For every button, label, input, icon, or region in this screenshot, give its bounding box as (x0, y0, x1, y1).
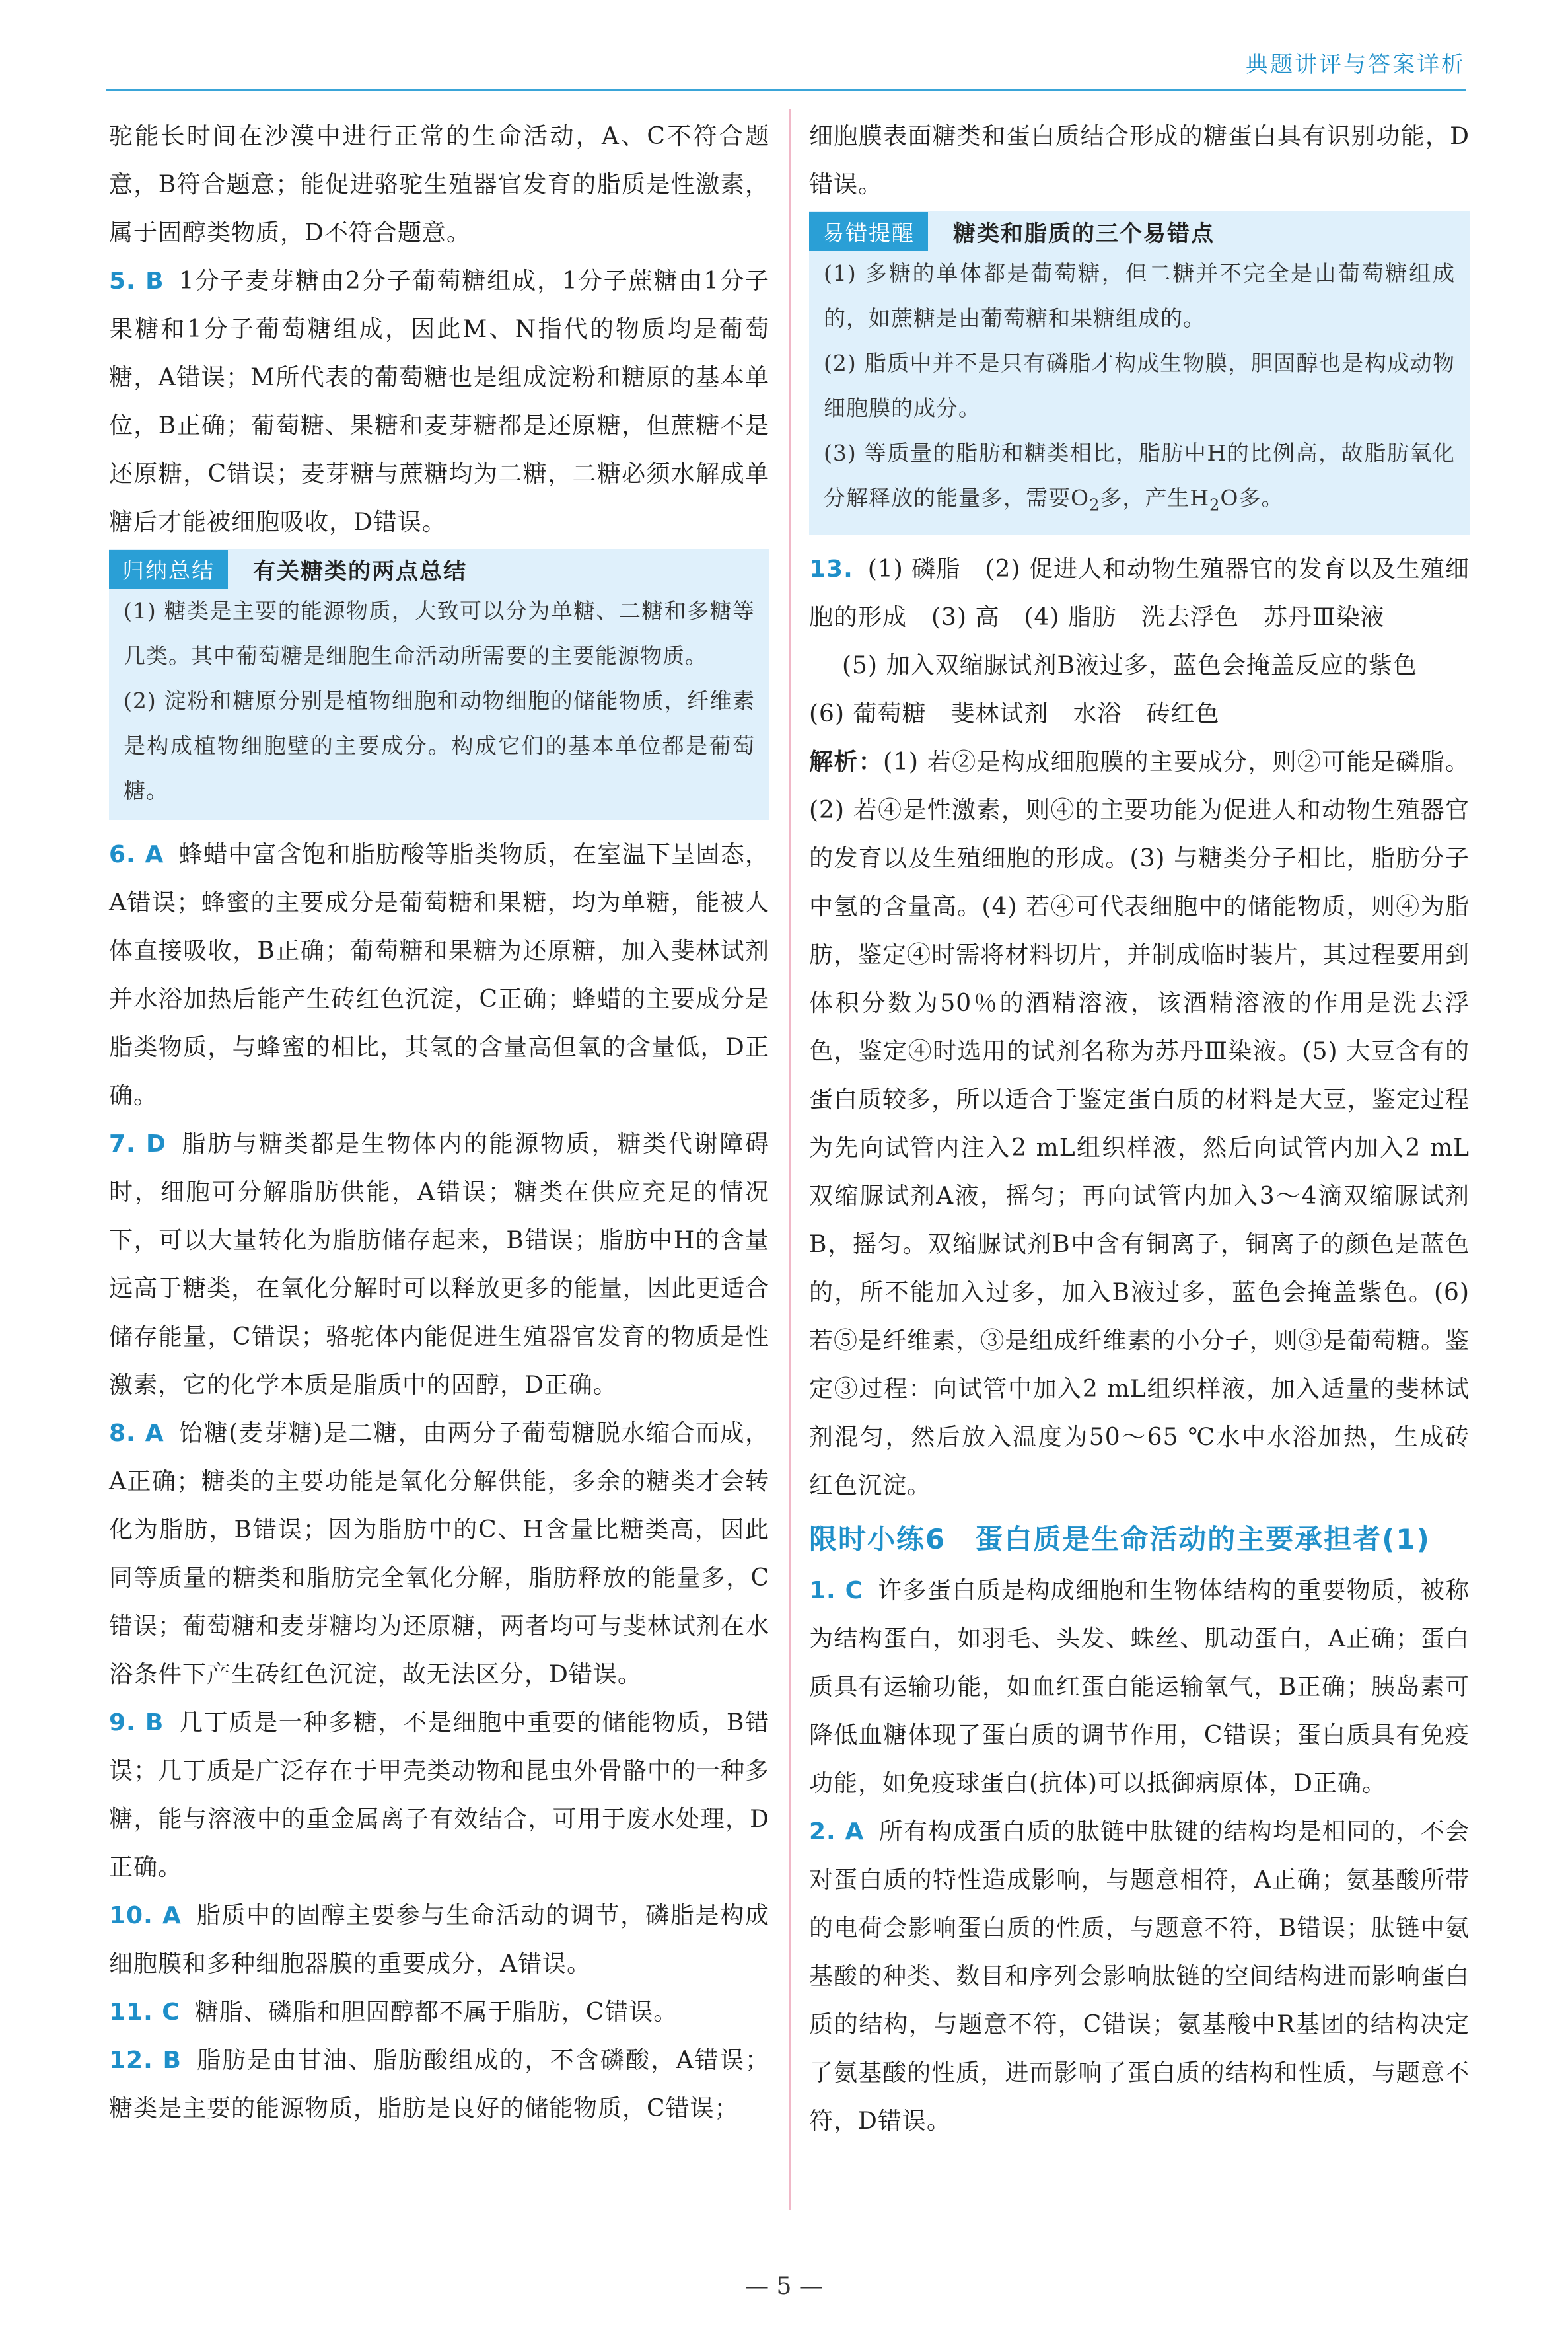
answer-text: 几丁质是一种多糖，不是细胞中重要的储能物质，B错误；几丁质是广泛存在于甲壳类动物和昆虫外骨骼中的一种多糖，能与溶液中的重金属离子有效结合，可用于废水处理，D正确。 (109, 1709, 769, 1881)
text-run: (3) 等质量的脂肪和糖类相比，脂肪中H的比例高，故脂肪氧化分解释放的能量多，需要O (824, 440, 1455, 511)
answer-number: 1. C (809, 1576, 864, 1604)
answer-text: 所有构成蛋白质的肽链中肽键的结构均是相同的，不会对蛋白质的特性造成影响，与题意相符，A正确；氨基酸所带的电荷会影响蛋白质的性质，与题意不符，B错误；肽链中氨基酸的种类、数目和序列会影响肽链的空间结构进而影响蛋白质的结构，与题意不符，C错误；氨基酸中R基团的结构决定了氨基酸的性质，进而影响了蛋白质的结构和性质，与题意不符，D错误。 (809, 1818, 1470, 2135)
answer-number: 7. D (109, 1130, 166, 1158)
answer-8 (109, 1409, 769, 1699)
answer-number: 11. C (109, 1999, 180, 2026)
paragraph: 细胞膜表面糖类和蛋白质结合形成的糖蛋白具有识别功能，D错误。 (809, 123, 1470, 198)
analysis-text: (1) 若②是构成细胞膜的主要成分，则②可能是磷脂。(2) 若④是性激素，则④的主要功能为促进人和动物生殖器官的发育以及生殖细胞的形成。(3) 与糖类分子相比，脂肪分子中氢的含量高。(4) 若④可代表细胞中的储能物质，则④为脂肪，鉴定④时需将材料切片，并制成临时装片，其过程要用到体积分数为50％的酒精溶液，该酒精溶液的作用是洗去浮色，鉴定④时选用的试剂名称为苏丹Ⅲ染液。(5) 大豆含有的蛋白质较多，所以适合于鉴定蛋白质的材料是大豆，鉴定过程为先向试管内注入2 mL组织样液，然后向试管内加入2 mL双缩脲试剂A液，摇匀；再向试管内加入3～4滴双缩脲试剂B，摇匀。双缩脲试剂B中含有铜离子，铜离子的颜色是蓝色的，所不能加入过多，加入B液过多，蓝色会掩盖紫色。(6) 若⑤是纤维素，③是组成纤维素的小分子，则③是葡萄糖。鉴定③过程：向试管中加入2 mL组织样液，加入适量的斐林试剂混匀，然后放入温度为50～65 ℃水中水浴加热，生成砖红色沉淀。 (809, 748, 1470, 1499)
header-rule (106, 89, 1466, 91)
answer-number: 5. B (109, 268, 164, 295)
summary-box (109, 549, 769, 820)
answer-10 (109, 1892, 769, 1988)
analysis-label: 解析： (809, 748, 884, 776)
answer-13 (809, 545, 1470, 642)
subscript: 2 (1089, 496, 1100, 515)
answer-12 (109, 2036, 769, 2133)
answer-text: 糖脂、磷脂和胆固醇都不属于脂肪，C错误。 (194, 1999, 678, 2026)
warning-box (809, 211, 1470, 535)
answer-6 (109, 830, 769, 1120)
analysis (809, 738, 1470, 1510)
box-paragraph: (1) 糖类是主要的能源物质，大致可以分为单糖、二糖和多糖等几类。其中葡萄糖是细胞生命活动所需要的主要能源物质。 (124, 598, 755, 669)
box-head (809, 211, 1470, 251)
answer-number: 10. A (109, 1902, 182, 1929)
answer-13-line: (6) 葡萄糖 斐林试剂 水浴 砖红色 (809, 700, 1220, 727)
text-run: O多。 (1220, 485, 1284, 511)
answer-number: 12. B (109, 2047, 182, 2074)
answer-text: 饴糖(麦芽糖)是二糖，由两分子葡萄糖脱水缩合而成，A正确；糖类的主要功能是氧化分解供能，多余的糖类才会转化为脂肪，B错误；因为脂肪中的C、H含量比糖类高，因此同等质量的糖类和脂肪完全氧化分解，脂肪释放的能量多，C错误；葡萄糖和麦芽糖均为还原糖，两者均可与斐林试剂在水浴条件下产生砖红色沉淀，故无法区分，D错误。 (109, 1420, 769, 1688)
box-paragraph: (2) 淀粉和糖原分别是植物细胞和动物细胞的储能物质，纤维素是构成植物细胞壁的主要成分。构成它们的基本单位都是葡萄糖。 (124, 688, 755, 803)
column-divider (789, 109, 791, 2210)
box-tag: 易错提醒 (809, 212, 928, 251)
answer-text: 脂质中的固醇主要参与生命活动的调节，磷脂是构成细胞膜和多种细胞器膜的重要成分，A错误。 (109, 1902, 769, 1977)
answer-5 (109, 257, 769, 546)
answer-number: 9. B (109, 1709, 164, 1736)
answer-text: 脂肪是由甘油、脂肪酸组成的，不含磷酸，A错误；糖类是主要的能源物质，脂肪是良好的储能物质，C错误； (109, 2047, 770, 2122)
subscript: 2 (1209, 496, 1221, 515)
box-paragraph: (1) 多糖的单体都是葡萄糖，但二糖并不完全是由葡萄糖组成的，如蔗糖是由葡萄糖和果糖组成的。 (824, 260, 1455, 331)
answer-7 (109, 1120, 769, 1409)
box-head (109, 549, 769, 589)
box-paragraph (809, 431, 1470, 528)
answer-number: 6. A (109, 841, 164, 868)
text-run: 多，产生H (1100, 485, 1210, 511)
box-title: 有关糖类的两点总结 (253, 558, 467, 585)
section-title: 限时小练6 蛋白质是生命活动的主要承担者(1) (809, 1522, 1431, 1555)
answer-s2 (809, 1808, 1470, 2145)
running-header: 典题讲评与答案详析 (1246, 52, 1466, 78)
answer-text: (1) 磷脂 (2) 促进人和动物生殖器官的发育以及生殖细胞的形成 (3) 高 (4) 脂肪 洗去浮色 苏丹Ⅲ染液 (809, 555, 1470, 631)
answer-text: 1分子麦芽糖由2分子葡萄糖组成，1分子蔗糖由1分子果糖和1分子葡萄糖组成，因此M、N指代的物质均是葡萄糖，A错误；M所代表的葡萄糖也是组成淀粉和糖原的基本单位，B正确；葡萄糖、果糖和麦芽糖都是还原糖，但蔗糖不是还原糖，C错误；麦芽糖与蔗糖均为二糖，二糖必须水解成单糖后才能被细胞吸收，D错误。 (109, 268, 769, 536)
left-column (109, 112, 769, 2133)
answer-text: 许多蛋白质是构成细胞和生物体结构的重要物质，被称为结构蛋白，如羽毛、头发、蛛丝、肌动蛋白，A正确；蛋白质具有运输功能，如血红蛋白能运输氧气，B正确；胰岛素可降低血糖体现了蛋白质的调节作用，C错误；蛋白质具有免疫功能，如免疫球蛋白(抗体)可以抵御病原体，D正确。 (809, 1576, 1470, 1797)
answer-9 (109, 1699, 769, 1892)
answer-number: 8. A (109, 1420, 164, 1447)
answer-13-line: (5) 加入双缩脲试剂B液过多，蓝色会掩盖反应的紫色 (842, 651, 1417, 679)
paragraph: 驼能长时间在沙漠中进行正常的生命活动，A、C不符合题意，B符合题意；能促进骆驼生殖器官发育的脂质是性激素，属于固醇类物质，D不符合题意。 (109, 123, 769, 246)
answer-text: 蜂蜡中富含饱和脂肪酸等脂类物质，在室温下呈固态，A错误；蜂蜜的主要成分是葡萄糖和果糖，均为单糖，能被人体直接吸收，B正确；葡萄糖和果糖为还原糖，加入斐林试剂并水浴加热后能产生砖红色沉淀，C正确；蜂蜡的主要成分是脂类物质，与蜂蜜的相比，其氢的含量高但氧的含量低，D正确。 (109, 841, 769, 1109)
answer-number: 2. A (809, 1818, 865, 1845)
box-tag: 归纳总结 (109, 550, 228, 589)
page-number: — 5 — (745, 2273, 823, 2300)
answer-number: 13. (809, 555, 853, 583)
answer-s1 (809, 1567, 1470, 1808)
answer-text: 脂肪与糖类都是生物体内的能源物质，糖类代谢障碍时，细胞可分解脂肪供能，A错误；糖类在供应充足的情况下，可以大量转化为脂肪储存起来，B错误；脂肪中H的含量远高于糖类，在氧化分解时可以释放更多的能量，因此更适合储存能量，C错误；骆驼体内能促进生殖器官发育的物质是性激素，它的化学本质是脂质中的固醇，D正确。 (109, 1130, 769, 1399)
answer-11 (109, 1988, 769, 2036)
box-title: 糖类和脂质的三个易错点 (953, 220, 1215, 247)
box-paragraph: (2) 脂质中并不是只有磷脂才构成生物膜，胆固醇也是构成动物细胞膜的成分。 (824, 350, 1455, 421)
right-column (809, 112, 1470, 2145)
